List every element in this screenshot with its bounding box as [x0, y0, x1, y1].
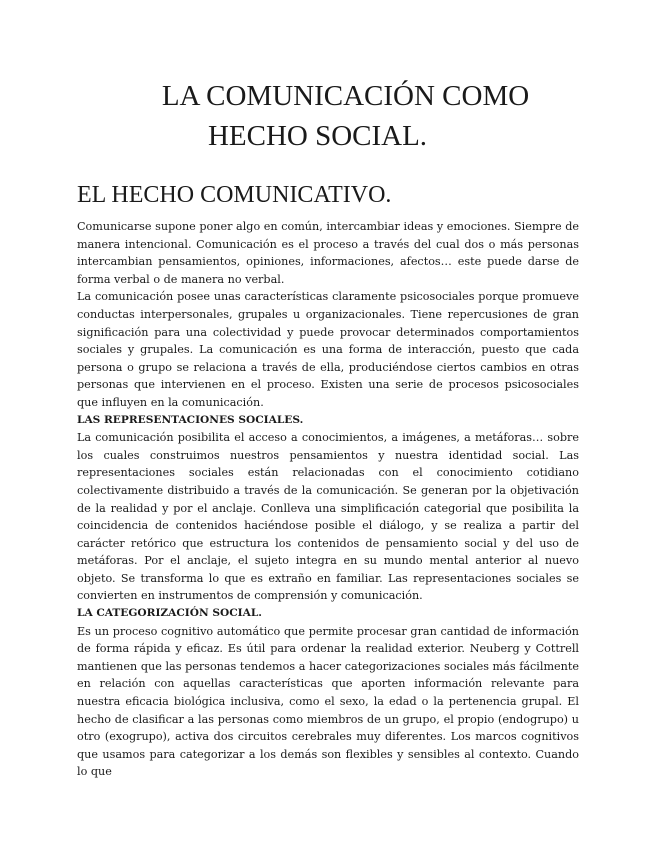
document-body: [77, 218, 579, 781]
document-title-line-2: HECHO SOCIAL.: [207, 120, 428, 152]
paragraph-characteristics: La comunicación posee unas características claramente psicosociales porque promueve conductas interpersonales, grupales u organizacionales. Tiene repercusiones de gran significación para una colectividad y puede provocar determinados comportamientos sociales y grupales. La comunicación es una forma de interacción, puesto que cada persona o grupo se relaciona a través de ella, produciéndose ciertos cambios en otras personas que intervienen en el proceso. Existen una serie de procesos psicosociales que influyen en la comunicación.: [77, 290, 579, 409]
paragraph-intro: Comunicarse supone poner algo en común, intercambiar ideas y emociones. Siempre de manera intencional. Comunicación es el proceso a través del cual dos o más personas intercambian pensamientos, opiniones, informaciones, afectos… este puede darse de forma verbal o de manera no verbal.: [77, 220, 579, 286]
subsection-heading-representaciones: LAS REPRESENTACIONES SOCIALES.: [77, 413, 304, 426]
subsection-heading-categorizacion: LA CATEGORIZACIÓN SOCIAL.: [77, 607, 262, 620]
subsection-text-representaciones: La comunicación posibilita el acceso a conocimientos, a imágenes, a metáforas… sobre los cuales construimos nuestros pensamientos y nuestra identidad social. Las representaciones sociales están relacionadas con el conocimiento cotidiano colectivamente distribuido a través de la comunicación. Se generan por la objetivación de la realidad y por el anclaje. Conlleva una simplificación categorial que posibilita la coincidencia de contenidos haciéndose posible el diálogo, y se realiza a partir del carácter retórico que estructura los contenidos de pensamiento social y del uso de metáforas. Por el anclaje, el sujeto integra en su mundo mental anterior al nuevo objeto. Se transforma lo que es extraño en familiar. Las representaciones sociales se convierten en instrumentos de comprensión y comunicación.: [77, 431, 579, 603]
subsection-text-categorizacion: Es un proceso cognitivo automático que permite procesar gran cantidad de información de forma rápida y eficaz. Es útil para ordenar la realidad exterior. Neuberg y Cottrell mantienen que las personas tendemos a hacer categorizaciones sociales más fácilmente en relación con aquellas características que aporten información relevante para nuestra eficacia biológica inclusiva, como el sexo, la edad o la pertenencia grupal. El hecho de clasificar a las personas como miembros de un grupo, el propio (endogrupo) u otro (exogrupo), activa dos circuitos cerebrales muy diferentes. Los marcos cognitivos que usamos para categorizar a los demás son flexibles y sensibles al contexto. Cuando lo que: [77, 624, 579, 779]
document-title-line-1: LA COMUNICACIÓN COMO: [161, 80, 530, 112]
section-heading: EL HECHO COMUNICATIVO.: [77, 182, 392, 208]
